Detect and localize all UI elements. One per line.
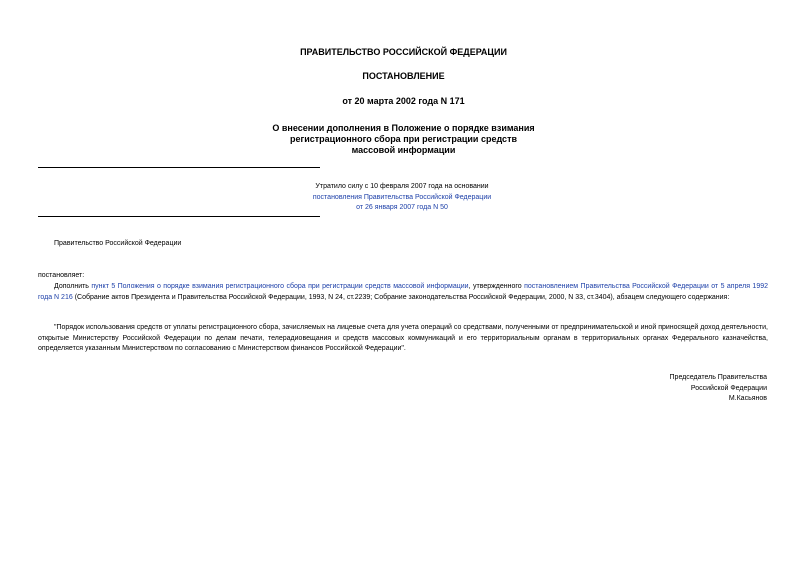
subject-line-1: О внесении дополнения в Положение о порядке взимания xyxy=(272,123,535,133)
signature-title: Председатель Правительства xyxy=(669,374,767,381)
divider-top xyxy=(38,167,320,168)
paragraph-1 xyxy=(38,282,768,303)
signature-name: М.Касьянов xyxy=(728,395,767,402)
document-type: ПОСТАНОВЛЕНИЕ xyxy=(362,71,445,81)
decides-line: постановляет: xyxy=(38,272,85,279)
status-note xyxy=(240,182,564,214)
p1-mid: , утвержденного xyxy=(468,283,525,290)
government-title: ПРАВИТЕЛЬСТВО РОССИЙСКОЙ ФЕДЕРАЦИИ xyxy=(300,47,507,57)
p1-end: (Собрание актов Президента и Правительства Российской Федерации, 1993, N 24, ст.2239; Собрание законодательства Российской Федерации, 2000, N 33, ст.3404), абзацем следующего содержания: xyxy=(72,293,730,301)
paragraph-2: "Порядок использования средств от уплаты регистрационного сбора, зачисляемых на лицевые счета для учета операций со средствами, полученными от предпринимательской и иной приносящей доход деятельности, открытые Министерству Российской Федерации по делам печати, телерадиовещания и средств массовых коммуникаций и его территориальным органам в территориальных органах Федерального казначейства, определяется указанным Министерством по согласованию с Министерством финансов Российской Федерации". xyxy=(38,324,768,352)
signature-country: Российской Федерации xyxy=(690,384,767,392)
repeal-link-line-2[interactable]: от 26 января 2007 года N 50 xyxy=(356,204,448,211)
divider-bottom xyxy=(38,216,320,217)
document-subject xyxy=(0,123,807,156)
status-line: Утратило силу с 10 февраля 2007 года на основании xyxy=(315,183,489,190)
repeal-link-line-1[interactable]: постановления Правительства Российской Федерации xyxy=(312,193,492,201)
document-date-number: от 20 марта 2002 года N 171 xyxy=(342,96,465,106)
resolution-216-link[interactable]: постановлением Правительства Российской Федерации от 5 апреля 1992 года N 216 xyxy=(38,283,769,301)
government-line: Правительство Российской Федерации xyxy=(54,240,182,247)
regulation-point-link[interactable]: пункт 5 Положения о порядке взимания регистрационного сбора при регистрации средств массовой информации xyxy=(91,283,469,290)
subject-line-2: регистрационного сбора при регистрации средств xyxy=(289,134,518,144)
p1-start: Дополнить xyxy=(54,283,92,290)
signature-block xyxy=(567,373,767,405)
subject-line-3: массовой информации xyxy=(351,145,456,155)
